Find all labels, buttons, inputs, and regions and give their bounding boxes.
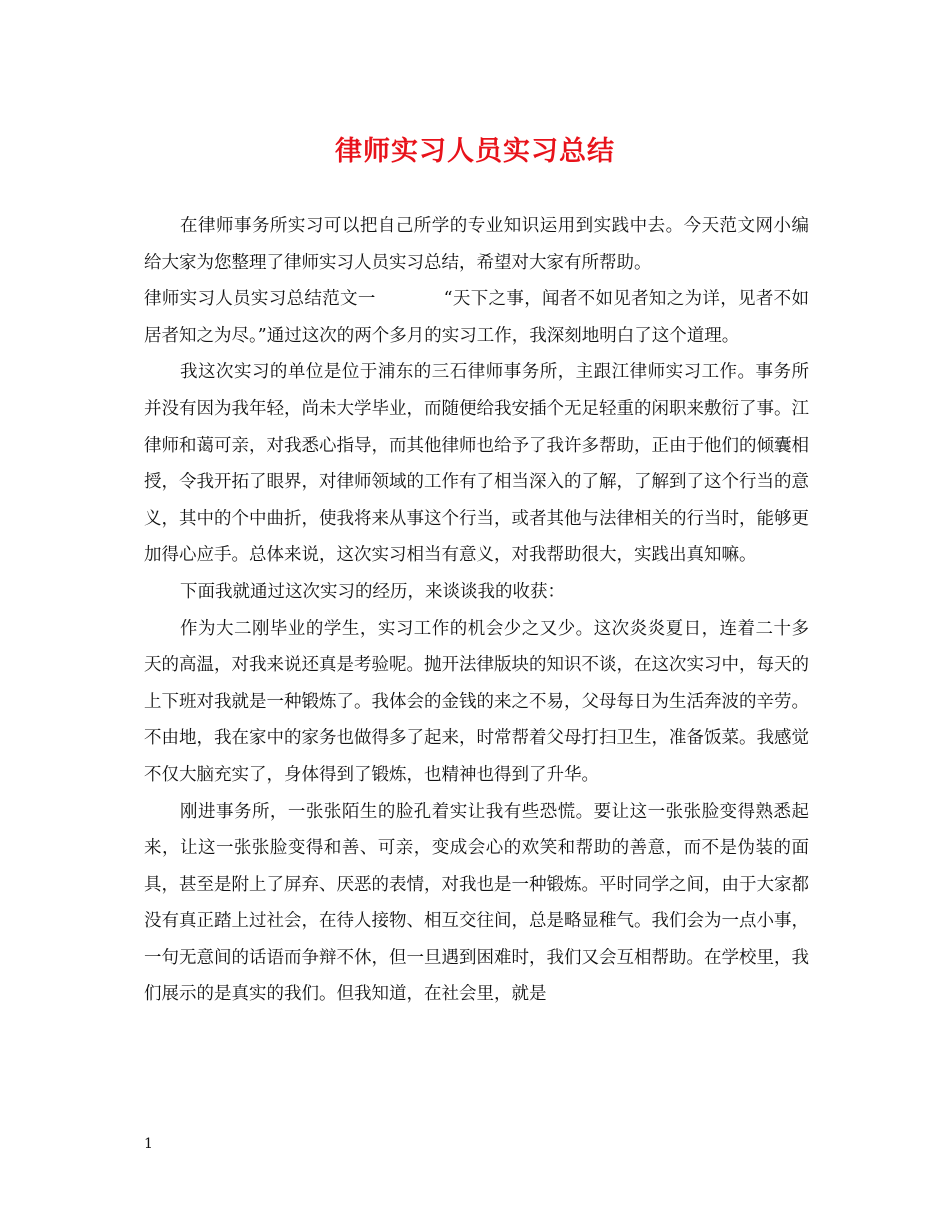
- document-title: 律师实习人员实习总结: [335, 136, 615, 167]
- body-paragraph: 下面我就通过这次实习的经历，来谈谈我的收获：: [180, 581, 565, 602]
- page-number: 1: [144, 1136, 153, 1152]
- body-paragraph: 我这次实习的单位是位于浦东的三石律师事务所，主跟江律师实习工作。事务所并没有因为我年轻，尚未大学毕业，而随便给我安插个无足轻重的闲职来敷衍了事。江律师和蔼可亲，对我悉心指导，而其他律师也给予了我许多帮助，正由于他们的倾囊相授，令我开拓了眼界，对律师领域的工作有了相当深入的了解，了解到了这个行当的意义，其中的个中曲折，使我将来从事这个行当，或者其他与法律相关的行当时，能够更加得心应手。总体来说，这次实习相当有意义，对我帮助很大，实践出真知嘛。: [144, 362, 809, 566]
- intro-paragraph: 在律师事务所实习可以把自己所学的专业知识运用到实践中去。今天范文网小编给大家为您整理了律师实习人员实习总结，希望对大家有所帮助。: [144, 216, 809, 273]
- body-paragraph: 作为大二刚毕业的学生，实习工作的机会少之又少。这次炎炎夏日，连着二十多天的高温，对我来说还真是考验呢。抛开法律版块的知识不谈，在这次实习中，每天的上下班对我就是一种锻炼了。我体会的金钱的来之不易，父母每日为生活奔波的辛劳。不由地，我在家中的家务也做得多了起来，时常帮着父母打扫卫生，准备饭菜。我感觉不仅大脑充实了，身体得到了锻炼，也精神也得到了升华。: [144, 618, 809, 785]
- document-body: [144, 208, 809, 1013]
- section-lead-quote: “天下之事，闻者不如见者知之为详，见者不如居者知之为尽。”通过这次的两个多月的实习工作，我深刻地明白了这个道理。: [144, 289, 809, 346]
- section-label: 律师实习人员实习总结范文一: [144, 289, 376, 310]
- body-paragraph: 刚进事务所，一张张陌生的脸孔着实让我有些恐慌。要让这一张张脸变得熟悉起来，让这一张张脸变得和善、可亲，变成会心的欢笑和帮助的善意，而不是伪装的面具，甚至是附上了屏弃、厌恶的表情，对我也是一种锻炼。平时同学之间，由于大家都没有真正踏上过社会，在待人接物、相互交往间，总是略显稚气。我们会为一点小事，一句无意间的话语而争辩不休，但一旦遇到困难时，我们又会互相帮助。在学校里，我们展示的是真实的我们。但我知道，在社会里，就是: [144, 801, 809, 1005]
- section-heading-line: [144, 281, 809, 354]
